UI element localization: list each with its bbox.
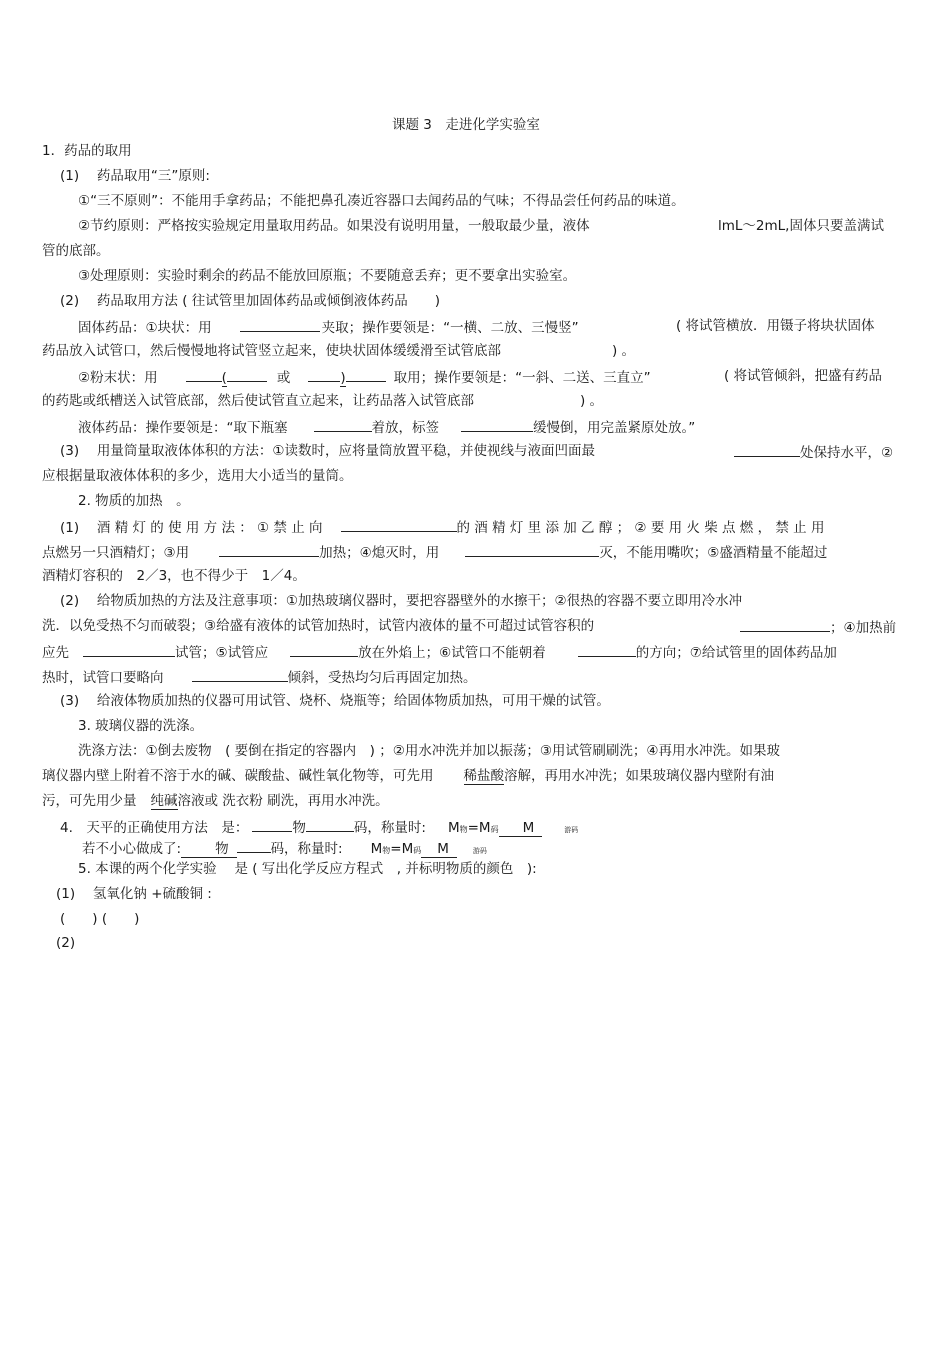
heating-line-5: (3) 给液体物质加热的仪器可用试管、烧杯、烧瓶等；给固体物质加热，可用干燥的试管。 bbox=[60, 693, 610, 709]
lamp-line-1 bbox=[60, 517, 824, 537]
text: 码 bbox=[490, 825, 499, 834]
text: 应先 bbox=[42, 645, 69, 661]
filled-answer: 稀盐酸 bbox=[463, 768, 504, 784]
text: 固体只要盖满试 bbox=[789, 218, 884, 234]
blank[interactable] bbox=[308, 367, 340, 382]
text: 璃仪器内壁上附着不溶于水的碱、碳酸盐、碱性氧化物等，可先用 bbox=[42, 768, 434, 784]
text: ) bbox=[340, 370, 346, 386]
solid-block-close: ) 。 bbox=[612, 343, 636, 359]
text: 点燃另一只酒精灯；③用 bbox=[42, 545, 190, 561]
page-title: 课题 3 走进化学实验室 bbox=[392, 117, 540, 133]
text: 热时，试管口要略向 bbox=[42, 670, 164, 686]
heating-line-4 bbox=[42, 667, 477, 687]
blank[interactable] bbox=[578, 642, 636, 657]
text: 的 酒 精 灯 里 添 加 乙 醇 ； ② 要 用 火 柴 点 燃 ， 禁 止 用 bbox=[456, 520, 825, 536]
text: 溶液或 洗衣粉 刷洗，再用水冲洗。 bbox=[177, 793, 389, 809]
solid-block-line bbox=[78, 317, 579, 337]
blank[interactable] bbox=[314, 417, 372, 432]
text: 固体药品：①块状：用 bbox=[78, 320, 212, 336]
text: ②粉末状：用 bbox=[78, 370, 158, 386]
text: 加热；④熄灭时，用 bbox=[319, 545, 440, 561]
blank[interactable] bbox=[186, 367, 222, 382]
methods-heading: (2) 药品取用方法 ( 往试管里加固体药品或倾倒液体药品 ) bbox=[60, 293, 441, 309]
blank[interactable] bbox=[740, 617, 830, 632]
text: 码，称量时: bbox=[270, 841, 343, 857]
blank[interactable] bbox=[227, 367, 267, 382]
filled-answer: M bbox=[421, 841, 457, 858]
liquid-line bbox=[78, 417, 695, 437]
text: lmL～2mL, bbox=[718, 218, 790, 234]
heating-line-1: (2) 给物质加热的方法及注意事项：①加热玻璃仪器时，要把容器壁外的水擦干；②很热的容器不要立即用冷水冲 bbox=[60, 593, 743, 609]
blank[interactable] bbox=[192, 667, 288, 682]
balance-line-2 bbox=[82, 838, 487, 860]
experiment-1-colors: ( ) ( ) bbox=[60, 911, 140, 927]
text: 处保持水平，② bbox=[800, 445, 894, 461]
blank[interactable] bbox=[240, 317, 320, 332]
blank[interactable] bbox=[252, 817, 292, 832]
heating-line-3 bbox=[42, 642, 837, 662]
principle-saving-amount bbox=[718, 217, 884, 235]
text: =M bbox=[467, 820, 491, 836]
powder-cont: 的药匙或纸槽送入试管底部，然后使试管直立起来，让药品落入试管底部 bbox=[42, 393, 474, 409]
washing-line-1: 洗涤方法：①倒去废物 ( 要倒在指定的容器内 ) ；②用水冲洗并加以振荡；③用试管刷刷洗；④再用水冲洗。如果玻 bbox=[78, 743, 781, 759]
text: ②节约原则：严格按实验规定用量取用药品。如果没有说明用量，一般取最少量，液体 bbox=[78, 218, 590, 234]
text: 溶解，再用水冲洗；如果玻璃仪器内壁附有油 bbox=[504, 768, 774, 784]
section-5-heading: 5. 本课的两个化学实验 是 ( 写出化学反应方程式 , 并标明物质的颜色 ): bbox=[78, 861, 537, 877]
lamp-line-2 bbox=[42, 542, 827, 562]
text: 或 bbox=[276, 370, 291, 386]
principles-heading: (1) 药品取用“三”原则: bbox=[60, 168, 210, 184]
text: 4. 天平的正确使用方法 是： bbox=[60, 820, 249, 836]
section-1-heading: 1．药品的取用 bbox=[42, 143, 132, 159]
balance-line-1 bbox=[60, 817, 578, 839]
text: (1) 酒 精 灯 的 使 用 方 法 ： ① 禁 止 向 bbox=[60, 520, 323, 536]
text: 取用；操作要领是：“一斜、二送、三直立” bbox=[393, 370, 651, 386]
cylinder-line-end bbox=[734, 442, 893, 462]
solid-block-cont: 药品放入试管口，然后慢慢地将试管竖立起来，使块状固体缓缓滑至试管底部 bbox=[42, 343, 501, 359]
principle-disposal: ③处理原则：实验时剩余的药品不能放回原瓶；不要随意丢弃；更不要拿出实验室。 bbox=[78, 268, 577, 284]
cylinder-line: (3) 用量筒量取液体体积的方法：①读数时，应将量筒放置平稳，并使视线与液面凹面最 bbox=[60, 443, 596, 459]
text: ( bbox=[221, 370, 227, 386]
text: 若不小心做成了: bbox=[82, 841, 182, 857]
text: M bbox=[370, 841, 383, 857]
blank[interactable] bbox=[83, 642, 175, 657]
powder-close: ) 。 bbox=[580, 393, 604, 409]
blank[interactable] bbox=[306, 817, 354, 832]
heating-line-2-end bbox=[740, 617, 896, 637]
cylinder-cont: 应根据量取液体体积的多少，选用大小适当的量筒。 bbox=[42, 468, 353, 484]
text: 码 bbox=[413, 846, 422, 855]
text: 夹取；操作要领是：“一横、二放、三慢竖” bbox=[321, 320, 579, 336]
blank[interactable] bbox=[461, 417, 533, 432]
section-3-heading: 3. 玻璃仪器的洗涤。 bbox=[78, 718, 204, 734]
text: 物 bbox=[459, 825, 468, 834]
heating-line-2: 洗．以免受热不匀而破裂；③给盛有液体的试管加热时，试管内液体的量不可超过试管容积的 bbox=[42, 618, 595, 634]
powder-line bbox=[78, 367, 651, 387]
filled-answer: M bbox=[499, 820, 543, 837]
blank[interactable] bbox=[290, 642, 358, 657]
experiment-2: (2) bbox=[56, 935, 76, 951]
text: 液体药品：操作要领是：“取下瓶塞 bbox=[78, 420, 288, 436]
principle-saving-line bbox=[78, 217, 590, 235]
blank[interactable] bbox=[341, 517, 457, 532]
solid-block-note: ( 将试管横放．用镊子将块状固体 bbox=[676, 318, 875, 334]
blank[interactable] bbox=[346, 367, 386, 382]
text: 物 bbox=[382, 846, 391, 855]
blank[interactable] bbox=[219, 542, 319, 557]
lamp-line-3: 酒精灯容积的 2／3，也不得少于 1／4。 bbox=[42, 568, 306, 584]
washing-line-3 bbox=[42, 792, 389, 810]
powder-note: ( 将试管倾斜，把盛有药品 bbox=[724, 368, 883, 384]
text: 灭，不能用嘴吹；⑤盛酒精量不能超过 bbox=[599, 545, 828, 561]
text: 污，可先用少量 bbox=[42, 793, 137, 809]
text: 游码 bbox=[564, 826, 579, 834]
blank[interactable] bbox=[734, 442, 800, 457]
text: =M bbox=[390, 841, 414, 857]
washing-line-2 bbox=[42, 767, 774, 785]
text: 物 bbox=[292, 820, 306, 836]
text: 缓慢倒，用完盖紧原处放。” bbox=[533, 420, 696, 436]
text: 游码 bbox=[472, 847, 487, 855]
text: 试管；⑤试管应 bbox=[175, 645, 269, 661]
filled-answer: 物 bbox=[181, 841, 237, 858]
text: ；④加热前 bbox=[830, 620, 897, 636]
text: M bbox=[447, 820, 460, 836]
experiment-1: (1) 氢氧化钠 +硫酸铜 : bbox=[56, 886, 212, 902]
principle-three-no: ①“三不原则”：不能用手拿药品；不能把鼻孔凑近容器口去闻药品的气味；不得品尝任何药品的味道。 bbox=[78, 193, 685, 209]
filled-answer: 纯碱 bbox=[150, 793, 178, 809]
section-2-heading: 2. 物质的加热 。 bbox=[78, 493, 190, 509]
text: 着放，标签 bbox=[371, 420, 439, 436]
text: 的方向；⑦给试管里的固体药品加 bbox=[635, 645, 837, 661]
principle-saving-cont: 管的底部。 bbox=[42, 243, 110, 259]
text: 放在外焰上；⑥试管口不能朝着 bbox=[358, 645, 546, 661]
blank[interactable] bbox=[237, 838, 271, 853]
blank[interactable] bbox=[465, 542, 599, 557]
text: 倾斜，受热均匀后再固定加热。 bbox=[287, 670, 477, 686]
text: 码，称量时: bbox=[353, 820, 426, 836]
